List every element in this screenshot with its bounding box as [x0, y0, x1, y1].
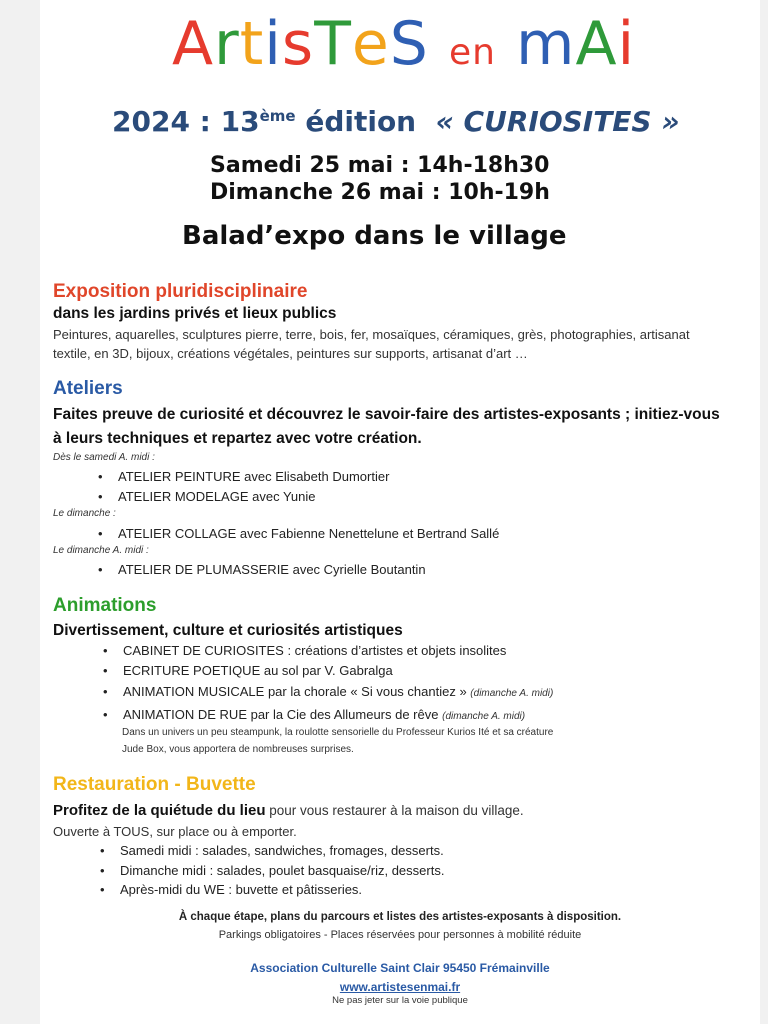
restauration-intro: Profitez de la quiétude du lieu pour vous restaurer à la maison du village.	[53, 802, 524, 819]
animation-item: • ECRITURE POETIQUE au sol par V. Gabralga	[123, 663, 393, 678]
logo-letter: i	[264, 9, 282, 79]
logo-letter: e	[448, 32, 473, 73]
ateliers-intro-2: à leurs techniques et repartez avec votre création.	[53, 430, 422, 447]
logo-letter: i	[617, 9, 636, 79]
logo-letter	[429, 14, 449, 74]
atelier-item: • ATELIER MODELAGE avec Yunie	[118, 489, 316, 504]
atelier-item: • ATELIER COLLAGE avec Fabienne Nenettelune et Bertrand Sallé	[118, 526, 499, 541]
exposition-line-1: Peintures, aquarelles, sculptures pierre, terre, bois, fer, mosaïques, céramiques, grès, photographies, artisanat	[53, 327, 690, 342]
logo-letter: s	[281, 9, 315, 79]
logo-letter: S	[389, 9, 429, 79]
animations-heading: Animations	[53, 595, 157, 616]
restauration-heading: Restauration - Buvette	[53, 774, 256, 795]
restauration-item: • Dimanche midi : salades, poulet basquaise/riz, desserts.	[120, 863, 444, 878]
ateliers-heading: Ateliers	[53, 378, 123, 399]
atelier-item: • ATELIER PEINTURE avec Elisabeth Dumortier	[118, 469, 389, 484]
animation-item: • CABINET DE CURIOSITES : créations d’artistes et objets insolites	[123, 643, 506, 658]
edition-theme: « CURIOSITES »	[435, 105, 680, 138]
animation-item: • ANIMATION DE RUE par la Cie des Allumeurs de rêve (dimanche A. midi)	[123, 707, 525, 722]
animations-subtitle: Divertissement, culture et curiosités artistiques	[53, 622, 403, 639]
balad-expo-title: Balad’expo dans le village	[182, 221, 567, 251]
poster-page	[40, 0, 760, 1024]
ateliers-intro-1: Faites preuve de curiosité et découvrez le savoir-faire des artistes-exposants ; initiez-vous	[53, 406, 720, 423]
logo-letter: n	[472, 32, 496, 73]
logo-letter: T	[314, 9, 352, 79]
logo-letter: t	[239, 9, 265, 79]
animation-item: • ANIMATION MUSICALE par la chorale « Si vous chantiez » (dimanche A. midi)	[123, 684, 553, 699]
exposition-subtitle: dans les jardins privés et lieux publics	[53, 305, 337, 322]
date-saturday: Samedi 25 mai : 14h-18h30	[210, 153, 550, 178]
ateliers-label-sunday: Le dimanche :	[53, 508, 116, 519]
exposition-line-2: textile, en 3D, bijoux, créations végétales, peintures sur supports, artisanat d’art …	[53, 346, 528, 361]
exposition-heading: Exposition pluridisciplinaire	[53, 281, 308, 302]
logo-letter: A	[172, 9, 215, 79]
ateliers-label-sunday-pm: Le dimanche A. midi :	[53, 545, 149, 556]
festival-logo	[172, 9, 636, 79]
logo-letter: A	[575, 9, 618, 79]
website-link[interactable]: www.artistesenmai.fr	[339, 980, 461, 994]
animation-description-2: Jude Box, vous apportera de nombreuses surprises.	[122, 744, 354, 755]
ateliers-label-saturday: Dès le samedi A. midi :	[53, 452, 155, 463]
footer-parking: Parkings obligatoires - Places réservées pour personnes à mobilité réduite	[218, 929, 582, 941]
atelier-item: • ATELIER DE PLUMASSERIE avec Cyrielle Boutantin	[118, 562, 426, 577]
association-name: Association Culturelle Saint Clair 95450 Frémainville	[250, 961, 550, 975]
edition-title: 2024 : 13ème édition « CURIOSITES »	[112, 105, 680, 138]
date-sunday: Dimanche 26 mai : 10h-19h	[210, 180, 550, 205]
animation-description-1: Dans un univers un peu steampunk, la roulotte sensorielle du Professeur Kurios Ité et sa créature	[122, 727, 554, 738]
restauration-item: • Après-midi du WE : buvette et pâtisseries.	[120, 882, 362, 897]
footer-info: À chaque étape, plans du parcours et listes des artistes-exposants à disposition.	[178, 911, 622, 923]
disposal-notice: Ne pas jeter sur la voie publique	[332, 995, 468, 1006]
logo-letter	[496, 14, 516, 74]
logo-letter: e	[351, 9, 390, 79]
restauration-item: • Samedi midi : salades, sandwiches, fromages, desserts.	[120, 843, 444, 858]
website-wrap	[40, 978, 760, 996]
logo-letter: m	[516, 9, 576, 79]
restauration-open: Ouverte à TOUS, sur place ou à emporter.	[53, 824, 297, 839]
logo-letter: r	[214, 9, 240, 79]
